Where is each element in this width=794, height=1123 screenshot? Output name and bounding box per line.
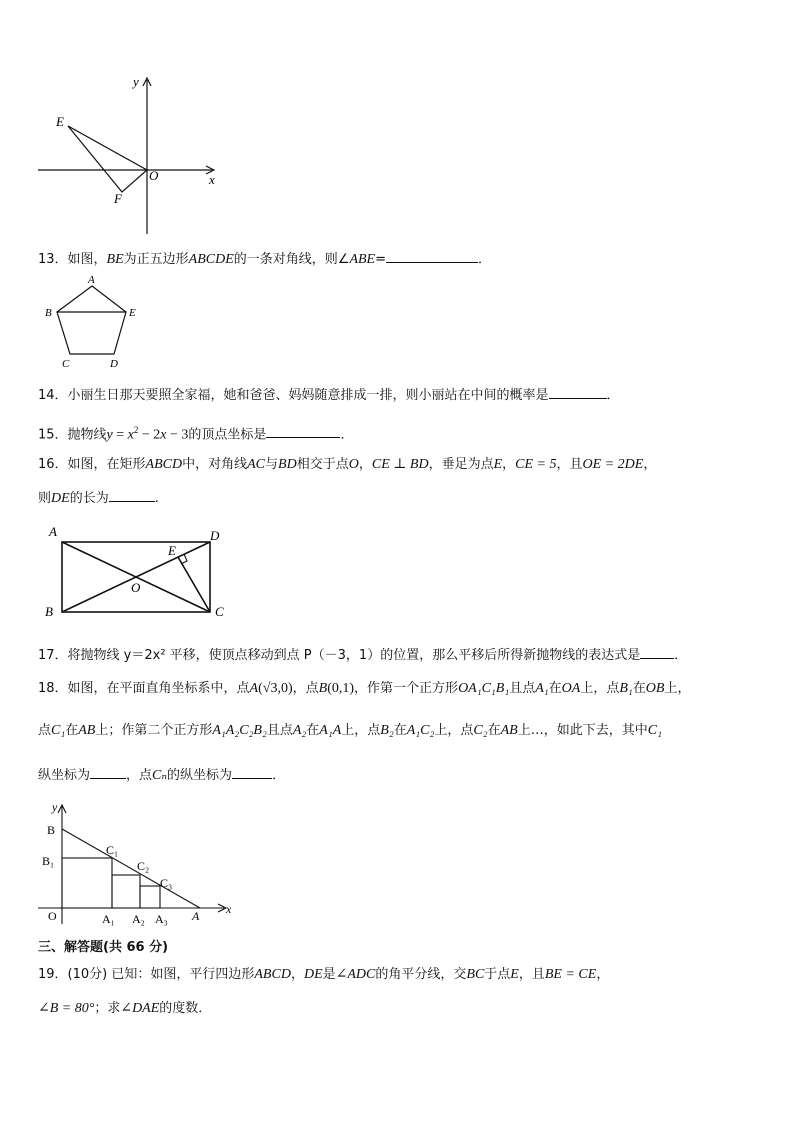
label-a3: A₃ [155,912,168,926]
figure-rectangle [40,520,240,625]
label-a1: A₁ [102,912,115,926]
label-x: x [209,172,215,187]
triangle-eof [68,126,147,192]
label-c1: C₁ [106,843,119,857]
section-3-title: 三、解答题(共 66 分) [38,940,169,955]
answer-blank-15[interactable] [266,424,340,438]
label-a: A [49,524,57,539]
label-b1: B₁ [42,854,55,868]
label-c: C [62,358,70,370]
answer-blank-14[interactable] [549,385,607,399]
figure-squares [34,800,244,932]
answer-blank-18a[interactable] [90,765,126,779]
question-16-line-2: 则DE的长为 . [38,488,159,508]
square-2 [112,875,140,908]
label-b: B [45,604,53,619]
figure-axes-triangle [30,70,230,240]
label-y: y [133,74,139,89]
label-o: O [48,909,57,923]
question-18-line-1: 18．如图，在平面直角坐标系中，点A(√3,0)，点B(0,1)，作第一个正方形OA₁C₁B₁且点A₁在OA上，点B₁在OB上， [38,681,691,696]
label-y: y [52,800,58,814]
question-13: 13．如图，BE为正五边形ABCDE的一条对角线，则∠ABE= ． [38,249,491,269]
square-1 [62,858,112,908]
label-d: D [210,528,220,543]
question-19-line-1: 19．(10分) 已知：如图，平行四边形ABCD，DE是∠ADC的角平分线，交BC于点E，且BE = CE， [38,967,610,982]
label-f: F [114,191,122,206]
label-e: E [56,114,64,129]
question-18-line-2: 点C₁在AB上；作第二个正方形A₁A₂C₂B₂且点A₂在A₁A上，点B₂在A₁C₂上，点C₂在AB上…，如此下去，其中C₁ [38,723,662,738]
question-18-line-3: 纵坐标为 ，点Cₙ的纵坐标为 ． [38,765,285,785]
label-o: O [131,580,141,595]
label-x: x [226,902,232,916]
question-16-line-1: 16．如图，在矩形ABCD中，对角线AC与BD相交于点O，CE ⊥ BD，垂足为点E，CE = 5，且OE = 2DE， [38,457,657,472]
figure-pentagon [40,272,150,372]
question-17: 17．将抛物线 y＝2x² 平移，使顶点移动到点 P（－3，1）的位置，那么平移后所得新抛物线的表达式是 ． [38,645,687,665]
label-a: A [88,274,95,286]
label-e: E [129,307,136,319]
answer-blank-16[interactable] [109,488,155,502]
label-b: B [47,823,56,837]
line-ab [62,829,200,908]
label-c3: C₃ [160,876,173,890]
label-c: C [215,604,224,619]
answer-blank-13[interactable] [386,249,478,263]
question-19-line-2: ∠B = 80°；求∠DAE的度数． [38,1001,212,1016]
label-a: A [192,909,200,923]
question-14: 14．小丽生日那天要照全家福，她和爸爸、妈妈随意排成一排，则小丽站在中间的概率是 ． [38,385,620,405]
label-d: D [110,358,118,370]
label-o: O [149,168,159,183]
label-e: E [168,543,176,558]
question-15: 15．抛物线$y = x^2 - 2x - 3$的顶点坐标是 ． [38,425,354,443]
label-c2: C₂ [137,859,150,873]
answer-blank-18b[interactable] [232,765,272,779]
label-b: B [45,307,52,319]
label-a2: A₂ [132,912,145,926]
answer-blank-17[interactable] [640,645,674,659]
pentagon-abcde [57,286,126,354]
square-3 [140,886,160,908]
